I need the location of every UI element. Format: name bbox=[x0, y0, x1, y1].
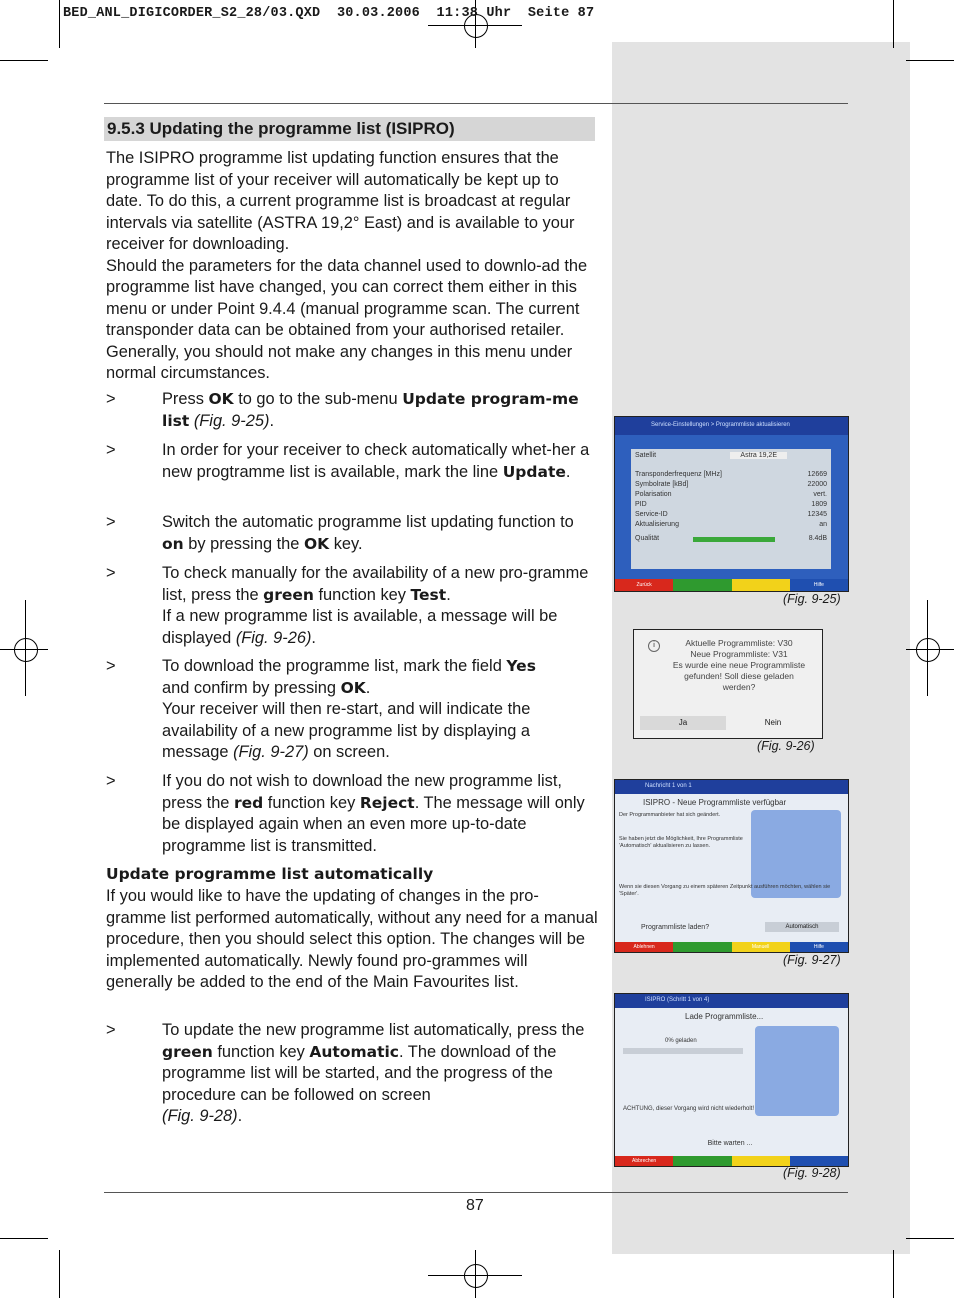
figure-caption: (Fig. 9-28) bbox=[783, 1166, 841, 1180]
crop-mark bbox=[0, 1238, 48, 1239]
figure-9-28: ISIPRO (Schritt 1 von 4) Lade Programmliste... 0% geladen ACHTUNG, dieser Vorgang wird nicht wiederholt! Bitte warten ... Abbrechen bbox=[614, 993, 849, 1167]
intro-text bbox=[106, 148, 598, 385]
step-text: In order for your receiver to check automatically whet-her a new progtramme list is available, mark the line Update. bbox=[162, 441, 590, 481]
function-key-bar: Zurück Hilfe bbox=[615, 579, 848, 591]
bullet: > bbox=[106, 390, 116, 408]
registration-line bbox=[25, 600, 26, 696]
subheading: Update programme list automatically bbox=[106, 865, 434, 883]
crop-mark bbox=[906, 60, 954, 61]
info-icon: i bbox=[648, 640, 660, 652]
bullet: > bbox=[106, 772, 116, 790]
registration-line bbox=[927, 600, 928, 696]
step-text: To update the new programme list automatically, press the green function key Automatic. The download of the programme list will be started, and the progress of the procedure can be followed on screen (Fig. 9-28). bbox=[162, 1021, 585, 1125]
registration-line bbox=[428, 25, 522, 26]
intro-paragraph: The ISIPRO programme list updating function ensures that the programme list of your receiver will automatically be kept up to date. To do this, a current programme list is broadcast at regular intervals via satellite (ASTRA 19,2° East) and is available to your receiver for downloading. bbox=[106, 149, 575, 253]
registration-mark bbox=[916, 638, 940, 662]
crop-mark bbox=[906, 1238, 954, 1239]
crop-mark bbox=[893, 1250, 894, 1298]
crop-mark bbox=[0, 60, 48, 61]
bottom-rule bbox=[104, 1192, 848, 1193]
figure-9-26: i Aktuelle Programmliste: V30 Neue Programmliste: V31 Es wurde eine neue Programmliste gefunden! Soll diese geladen werden? Ja Nein bbox=[633, 629, 823, 739]
step-text: Switch the automatic programme list updating function to on by pressing the OK key. bbox=[162, 513, 574, 553]
auto-paragraph: If you would like to have the updating of changes in the pro-gramme list performed automatically, without any need for a manual procedure, then you should select this option. The changes will be implemented automatically. Newly found pro-grammes will generally be added to the end of the Main Favourites list. bbox=[106, 887, 598, 991]
section-title: 9.5.3 Updating the programme list (ISIPRO) bbox=[107, 119, 455, 138]
figure-9-25: Service-Einstellungen > Programmliste aktualisieren Satellit Astra 19,2E Transponderfrequenz [MHz] 12669 Symbolrate [kBd] 22000 Polarisation vert. PID 1809 Service-ID 12345 Aktualisierung an Qualität 8.4dB Zurück Hilfe bbox=[614, 416, 849, 592]
bullet: > bbox=[106, 1021, 116, 1039]
page-number: 87 bbox=[466, 1197, 484, 1214]
registration-line bbox=[906, 649, 954, 650]
crop-mark bbox=[893, 0, 894, 48]
figure-9-27: Nachricht 1 von 1 ISIPRO - Neue Programmliste verfügbar Der Programmanbieter hat sich geändert. Sie haben jetzt die Möglichkeit, Ihre Programmliste 'Automatisch' aktualisieren zu lassen. Wenn sie diesen Vorgang zu einem späteren Zeitpunkt ausführen möchten, wählen sie 'Später'. Programmliste laden? Automatisch Ablehnen Manuell Hilfe bbox=[614, 779, 849, 953]
intro-paragraph: Should the parameters for the data channel used to downlo-ad the programme list have changed, you can correct them either in this menu or under Point 9.4.4 (manual programme scan. The current transponder data can be obtained from your authorised retailer. Generally, you should not make any changes in this menu under normal circumstances. bbox=[106, 256, 588, 382]
figure-caption: (Fig. 9-27) bbox=[783, 953, 841, 967]
bullet: > bbox=[106, 657, 116, 675]
registration-line bbox=[475, 1250, 476, 1298]
yes-button: Ja bbox=[640, 716, 726, 730]
file-header: BED_ANL_DIGICORDER_S2_28/03.QXD 30.03.2006 11:38 Uhr Seite 87 bbox=[63, 6, 595, 21]
crop-mark bbox=[59, 1250, 60, 1298]
bullet: > bbox=[106, 441, 116, 459]
registration-line bbox=[0, 649, 48, 650]
section-heading bbox=[104, 117, 595, 141]
top-rule bbox=[104, 103, 848, 104]
step-text: Press OK to go to the sub-menu Update program-me list (Fig. 9-25). bbox=[162, 390, 579, 430]
registration-mark bbox=[464, 1264, 488, 1288]
crop-mark bbox=[59, 0, 60, 48]
figure-caption: (Fig. 9-26) bbox=[757, 739, 815, 753]
registration-line bbox=[428, 1275, 522, 1276]
figure-caption: (Fig. 9-25) bbox=[783, 592, 841, 606]
step-text: To check manually for the availability of a new pro-gramme list, press the green function key Test. If a new programme list is available, a message will be displayed (Fig. 9-26). bbox=[162, 564, 589, 647]
bullet: > bbox=[106, 564, 116, 582]
step-text: To download the programme list, mark the field Yes and confirm by pressing OK. Your receiver will then re-start, and will indicate the availability of a new programme list by displaying a message (Fig. 9-27) on screen. bbox=[162, 657, 536, 761]
no-button: Nein bbox=[764, 718, 782, 727]
bullet: > bbox=[106, 513, 116, 531]
menu-header: Service-Einstellungen > Programmliste aktualisieren bbox=[615, 417, 848, 435]
registration-mark bbox=[14, 638, 38, 662]
step-text: If you do not wish to download the new programme list, press the red function key Reject. The message will only be displayed again when an even more up-to-date programme list is transmitted. bbox=[162, 772, 585, 855]
